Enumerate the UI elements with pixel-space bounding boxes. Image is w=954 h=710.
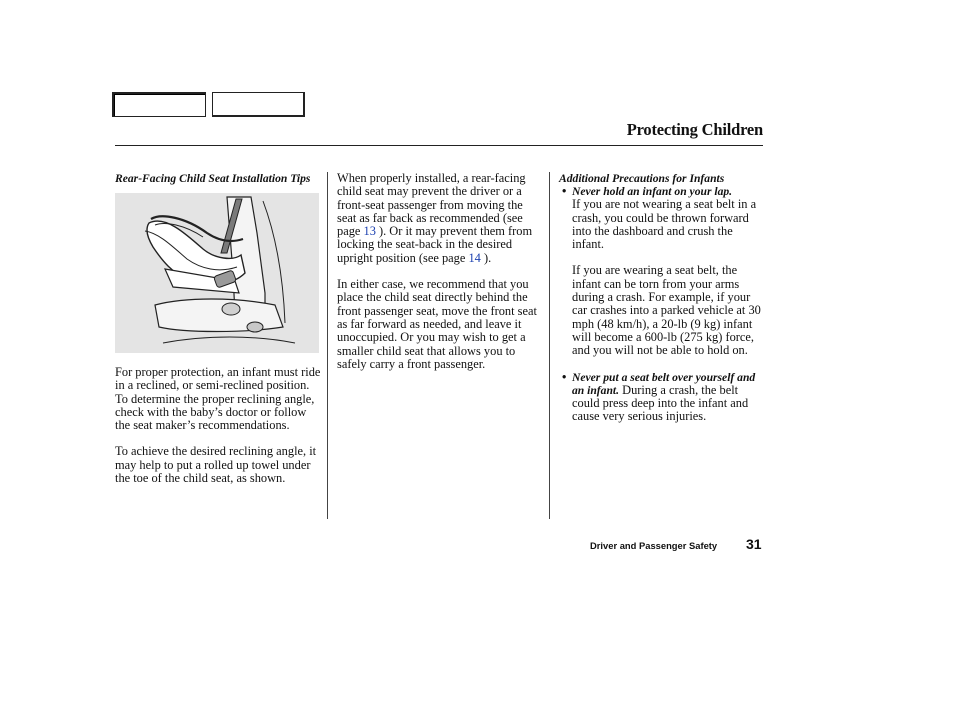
page-number: 31: [746, 536, 762, 552]
paragraph-text: When properly installed, a rear-facing child seat may prevent the driver or a front-seat passenger from moving the seat as far back as recommended (see page: [337, 171, 526, 239]
bullet-icon: •: [562, 184, 567, 198]
paragraph: In either case, we recommend that you place the child seat directly behind the front passenger seat, move the front seat as far forward as needed, and leave it unoccupied. Or you may wish to get a smaller child seat that allows you to safely carry a front passenger.: [337, 277, 537, 371]
section-heading: Rear-Facing Child Seat Installation Tips: [115, 172, 311, 185]
list-item: [559, 371, 764, 424]
column-divider: [549, 172, 550, 519]
bullet-title: Never hold an infant on your lap.: [572, 185, 733, 198]
bullet-title: Never put a seat belt over yourself and an infant.: [572, 370, 756, 397]
child-seat-illustration: [115, 193, 319, 353]
page-link-13[interactable]: 13: [363, 224, 376, 239]
page-link-14[interactable]: 14: [468, 250, 481, 265]
paragraph-text: During a crash, the belt could press deep into the infant and cause very serious injuries.: [572, 382, 749, 424]
paragraph: If you are wearing a seat belt, the infant can be torn from your arms during a crash. For example, if your car crashes into a parked vehicle at 30 mph (48 km/h), a 20-lb (9 kg) infant will become a 600-lb (275 kg) force, and you will not be able to hold on.: [572, 263, 761, 358]
column-divider: [327, 172, 328, 519]
column-left: [115, 172, 323, 485]
header-divider: [115, 145, 763, 146]
column-middle: [337, 172, 544, 371]
paragraph: To achieve the desired reclining angle, it may help to put a rolled up towel under the toe of the child seat, as shown.: [115, 444, 317, 486]
paragraph: [337, 172, 544, 265]
nav-tab-right[interactable]: [212, 92, 305, 117]
column-right: [559, 172, 764, 424]
page-title: Protecting Children: [626, 120, 763, 139]
section-heading: Additional Precautions for Infants: [559, 172, 725, 185]
paragraph: If you are not wearing a seat belt in a crash, you could be thrown forward into the dashboard and crush the infant.: [572, 197, 757, 252]
paragraph: For proper protection, an infant must ride in a reclined, or semi-reclined position. To determine the proper reclining angle, check with the baby’s doctor or follow the seat maker’s recommendations.: [115, 365, 321, 433]
footer-section-label: Driver and Passenger Safety: [590, 540, 718, 551]
bullet-icon: •: [562, 369, 567, 384]
nav-tab-left[interactable]: [112, 92, 206, 117]
paragraph-text: ). Or it may prevent them from locking the seat-back in the desired upright position (see page: [337, 224, 533, 265]
list-item: [559, 185, 764, 358]
paragraph-text: ).: [480, 250, 492, 265]
